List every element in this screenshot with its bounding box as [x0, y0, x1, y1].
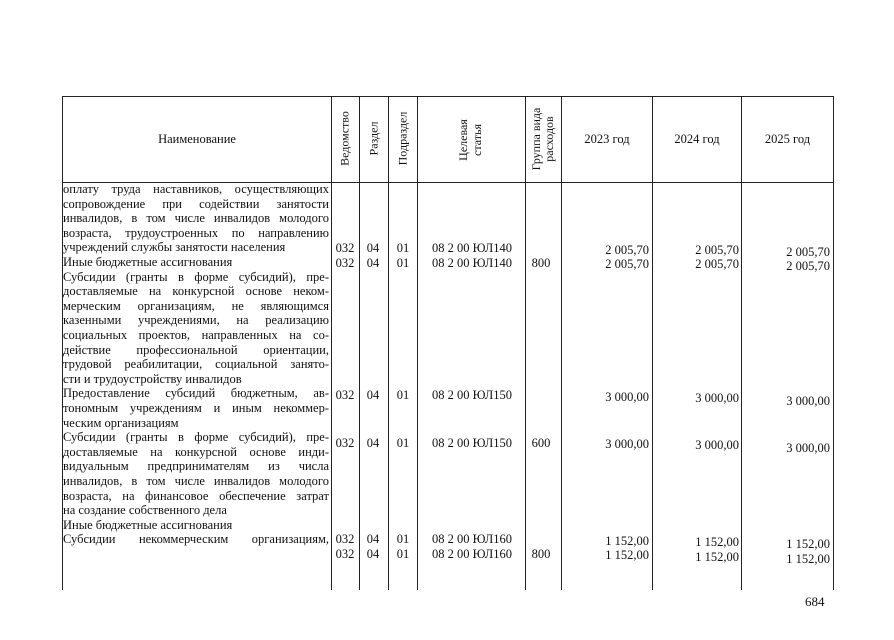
cell-2025: 3 000,00 [786, 441, 830, 455]
name-line: ческим организациям [63, 415, 179, 430]
header-vedomstvo: Ведомство [337, 111, 352, 166]
name-line: трудовой реабилитации, социальной занято- [63, 357, 329, 372]
cell-2023: 1 152,00 [605, 534, 649, 548]
cell-2024: 2 005,70 [695, 243, 739, 257]
cell-2023: 3 000,00 [605, 437, 649, 451]
cell-razdel: 04 [366, 547, 380, 561]
cell-2023: 2 005,70 [605, 257, 649, 271]
header-razdel: Раздел [366, 121, 381, 156]
cell-razdel: 04 [366, 532, 380, 546]
name-line: сопровождение при содействии занятости [63, 196, 329, 211]
cell-razdel: 04 [366, 436, 380, 450]
cell-2025: 2 005,70 [786, 245, 830, 259]
col-divider [359, 96, 360, 590]
cell-2024: 3 000,00 [695, 438, 739, 452]
cell-gruppa: 600 [531, 436, 551, 450]
name-line: Иные бюджетные ассигнования [63, 517, 233, 532]
cell-2023: 1 152,00 [605, 548, 649, 562]
cell-gruppa: 800 [531, 256, 551, 270]
header-name: Наименование [158, 132, 236, 146]
cell-2023: 2 005,70 [605, 243, 649, 257]
cell-razdel: 04 [366, 241, 380, 255]
name-line: инвалидов, в том числе инвалидов молодого [63, 474, 329, 488]
cell-2025: 3 000,00 [786, 394, 830, 408]
header-gruppa-line2: расходов [542, 116, 556, 162]
cell-celevaya: 08 2 00 ЮЛ140 [431, 256, 513, 270]
name-line: на создание собственного дела [63, 503, 227, 518]
cell-vedomstvo: 032 [335, 256, 355, 270]
cell-2024: 3 000,00 [695, 391, 739, 405]
name-line: возраста, на финансовое обеспечение затрат [63, 488, 329, 503]
name-line: социальных проектов, направленных на со- [63, 328, 329, 342]
page-number: 684 [805, 594, 825, 609]
name-line: Субсидии (гранты в форме субсидий), пре- [63, 430, 329, 445]
header-2023: 2023 год [584, 132, 630, 146]
cell-vedomstvo: 032 [335, 241, 355, 255]
name-line: сти и трудоустройству инвалидов [63, 371, 242, 386]
cell-podrazdel: 01 [396, 547, 410, 561]
name-line: видуальным предпринимателям из числа [63, 459, 329, 474]
col-divider [388, 96, 389, 590]
name-line: действие профессиональной ориентации, [63, 342, 329, 357]
header-2024: 2024 год [674, 132, 720, 146]
cell-vedomstvo: 032 [335, 436, 355, 450]
cell-2024: 2 005,70 [695, 257, 739, 271]
cell-vedomstvo: 032 [335, 547, 355, 561]
table-right-border [833, 96, 834, 590]
cell-celevaya: 08 2 00 ЮЛ150 [431, 436, 513, 450]
name-line: казенными учреждениями, на реализацию [63, 313, 329, 328]
header-celevaya-statya [456, 90, 484, 190]
cell-podrazdel: 01 [396, 436, 410, 450]
header-gruppa-vida-rashodov [530, 89, 556, 189]
cell-celevaya: 08 2 00 ЮЛ140 [431, 241, 513, 255]
col-divider [331, 96, 332, 590]
name-line: инвалидов, в том числе инвалидов молодого [63, 211, 329, 226]
cell-razdel: 04 [366, 256, 380, 270]
col-divider [525, 96, 526, 590]
cell-vedomstvo: 032 [335, 532, 355, 546]
name-line: тономным учреждениям и иным некоммер- [63, 401, 329, 415]
cell-podrazdel: 01 [396, 532, 410, 546]
col-divider [417, 96, 418, 590]
cell-celevaya: 08 2 00 ЮЛ160 [431, 532, 513, 546]
cell-2023: 3 000,00 [605, 390, 649, 404]
name-line: Субсидии (гранты в форме субсидий), пре- [63, 269, 329, 284]
cell-2025: 1 152,00 [786, 537, 830, 551]
cell-2025: 2 005,70 [786, 259, 830, 273]
header-podrazdel: Подраздел [395, 111, 410, 166]
name-line: оплату труда наставников, осуществляющих [63, 182, 329, 196]
cell-podrazdel: 01 [396, 241, 410, 255]
name-line: Иные бюджетные ассигнования [63, 255, 233, 269]
name-line: мерческим организациям, не являющимся [63, 298, 329, 313]
cell-2024: 1 152,00 [695, 535, 739, 549]
header-celevaya-line2: статья [470, 124, 484, 156]
name-line: доставляемые на конкурсной основе инди- [63, 444, 329, 459]
name-line: доставляемые на конкурсной основе неком- [63, 284, 329, 299]
cell-2024: 1 152,00 [695, 550, 739, 564]
cell-vedomstvo: 032 [335, 388, 355, 402]
header-celevaya-line1: Целевая [456, 119, 470, 161]
name-line: Субсидии некоммерческим организациям, [63, 532, 329, 547]
cell-celevaya: 08 2 00 ЮЛ160 [431, 547, 513, 561]
cell-2025: 1 152,00 [786, 552, 830, 566]
cell-gruppa: 800 [531, 547, 551, 561]
cell-celevaya: 08 2 00 ЮЛ150 [431, 388, 513, 402]
name-line: учреждений службы занятости населения [63, 240, 286, 255]
header-gruppa-line1: Группа вида [529, 107, 543, 171]
cell-podrazdel: 01 [396, 256, 410, 270]
name-line: возраста, трудоустроенных по направлению [63, 225, 329, 240]
header-2025: 2025 год [764, 132, 811, 146]
cell-razdel: 04 [366, 388, 380, 402]
cell-podrazdel: 01 [396, 388, 410, 402]
name-line: Предоставление субсидий бюджетным, ав- [63, 386, 329, 401]
